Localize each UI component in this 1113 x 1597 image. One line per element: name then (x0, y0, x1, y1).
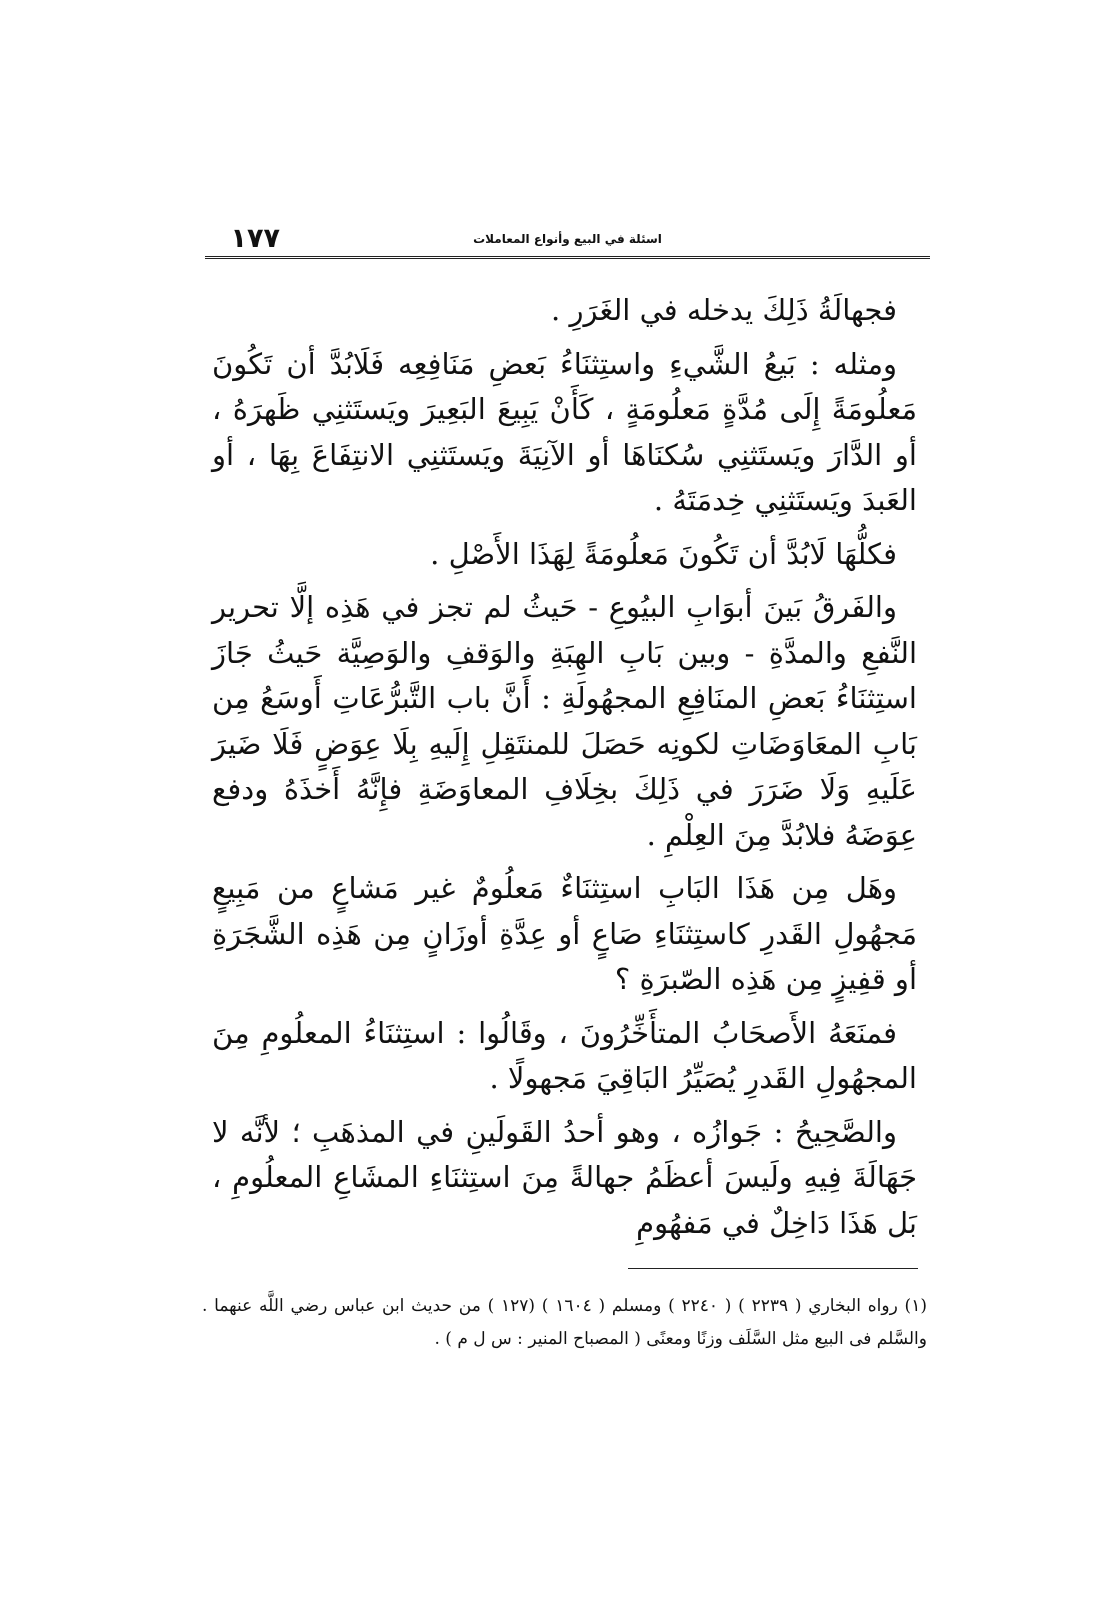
paragraph: فكلُّهَا لَابُدَّ أن تَكُونَ مَعلُومَةً لِهَذَا الأَصْلِ . (430, 536, 897, 571)
footnote-rule (628, 1268, 918, 1269)
page-number: ١٧٧ (230, 223, 280, 254)
running-title: اسئلة في البيع وأنواع المعاملات (473, 232, 662, 246)
header-rule (205, 256, 930, 259)
footnote: (١) رواه البخاري ( ٢٢٣٩ ) ( ٢٢٤٠ ) ومسلم ( ١٦٠٤ ) (١٢٧ ) من حديث ابن عباس رضي اللَّه عنهما . والسَّلم فى البيع مثل السَّلَف وزنًا ومعنًى ( المصباح المنير : س ل م ) . (202, 1296, 927, 1349)
footnotes (202, 1290, 927, 1356)
paragraph: وهَل مِن هَذَا البَابِ استِثنَاءٌ مَعلُومٌ غير مَشاعٍ من مَبِيعٍ مَجهُولِ القَدرِ كاستِثنَاءِ صَاعٍ أو عِدَّةِ أوزَانٍ مِن هَذِه الشَّجَرَةِ أو قفِيزٍ مِن هَذِه الصّبرَةِ ؟ (212, 871, 917, 996)
paragraph: فجهالَةُ ذَلِكَ يدخله في الغَرَرِ . (551, 293, 897, 327)
paragraph: ومثله : بَيعُ الشَّيءِ واستِثنَاءُ بَعضِ مَنَافِعِه فَلَابُدَّ أن تَكُونَ مَعلُومَةً إِلَى مُدَّةٍ مَعلُومَةٍ ، كَأَنْ يَبِيعَ البَعِيرَ ويَستَثنِي ظَهرَهُ ، أو الدَّارَ ويَستَثنِي سُكنَاهَا أو الآنِيَةَ ويَستَثنِي الانتِفَاعَ بِهَا ، أو العَبدَ ويَستَثنِي خِدمَتَهُ . (212, 346, 917, 517)
page-header (205, 222, 930, 256)
paragraph: فمنَعَهُ الأَصحَابُ المتأَخِّرُونَ ، وقَالُوا : استِثنَاءُ المعلُومِ مِنَ المجهُولِ القَدرِ يُصَيِّرُ البَاقِيَ مَجهولًا . (212, 1015, 917, 1095)
paragraph: والصَّحِيحُ : جَوازُه ، وهو أحدُ القَولَينِ في المذهَبِ ؛ لأنَّه لا جَهَالَةَ فِيهِ ولَيسَ أعظَمُ جهالةً مِنَ استِثنَاءِ المشَاعِ المعلُومِ ، بَل هَذَا دَاخِلٌ في مَفهُومِ (212, 1114, 917, 1240)
main-text (212, 288, 917, 1254)
paragraph: والفَرقُ بَينَ أبوَابِ البيُوعِ - حَيثُ لم تجز في هَذِه إلَّا تحرير النَّفعِ والمدَّةِ - وبين بَابِ الهِبَةِ والوَقفِ والوَصِيَّة حَيثُ جَازَ استِثنَاءُ بَعضِ المنَافِعِ المجهُولَةِ : أَنَّ باب التَّبرُّعَاتِ أَوسَعُ مِن بَابِ المعَاوَضَاتِ لكونِه حَصَلَ للمنتَقِلِ إِلَيهِ بِلَا عِوَضٍ فَلَا ضَيرَ عَلَيهِ وَلَا ضَرَرَ في ذَلِكَ بخِلَافِ المعاوَضَةِ فإِنَّهُ أَخذَهُ ودفع عِوَضَهُ فلابُدَّ مِنَ العِلْمِ . (212, 590, 917, 852)
